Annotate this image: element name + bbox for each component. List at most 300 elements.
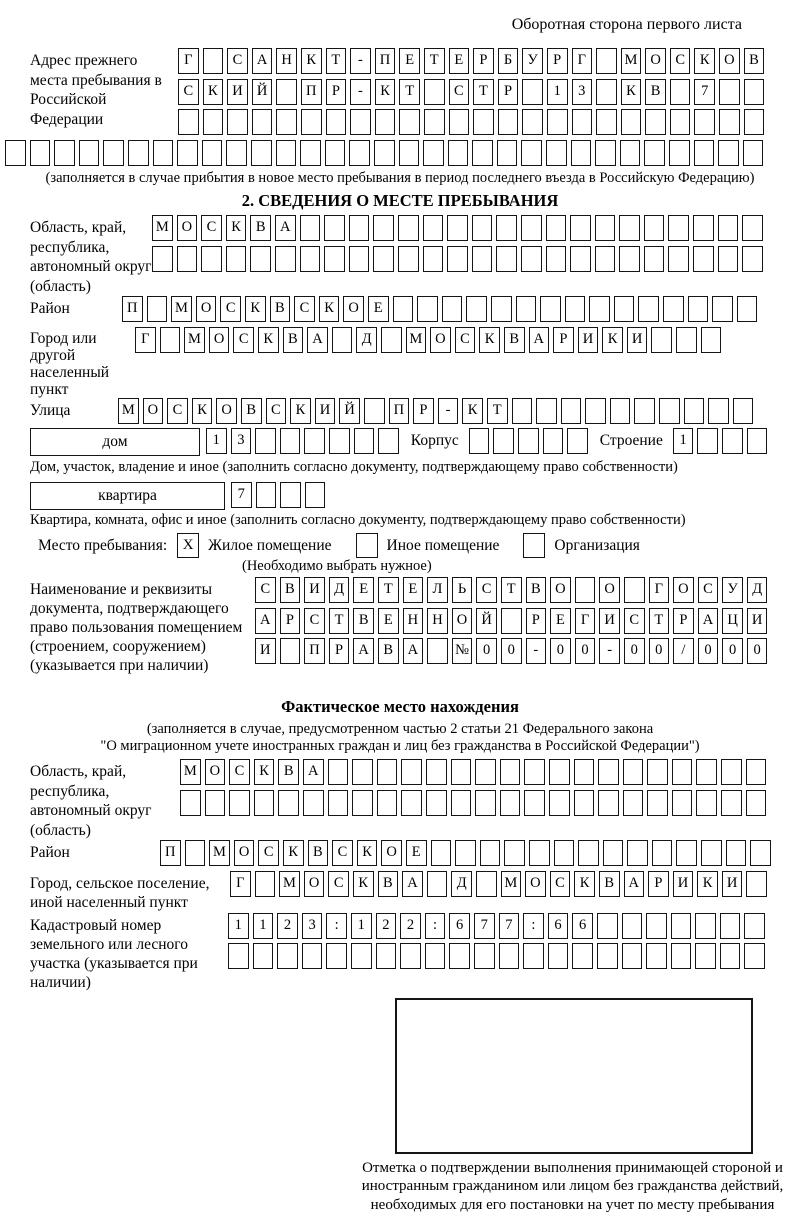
form-cell[interactable]: 1 — [228, 913, 249, 939]
form-cell[interactable] — [512, 398, 533, 424]
form-cell[interactable] — [644, 246, 665, 272]
form-cell[interactable]: Ь — [452, 577, 473, 603]
form-cell[interactable] — [280, 428, 301, 454]
form-cell[interactable] — [597, 943, 618, 969]
form-cell[interactable]: Г — [572, 48, 593, 74]
form-cell[interactable] — [688, 296, 709, 322]
form-cell[interactable] — [627, 840, 648, 866]
form-cell[interactable] — [523, 943, 544, 969]
form-cell[interactable] — [280, 482, 301, 508]
form-cell[interactable] — [598, 790, 619, 816]
form-cell[interactable] — [447, 246, 468, 272]
form-cell[interactable] — [449, 109, 470, 135]
form-cell[interactable]: И — [627, 327, 648, 353]
form-cell[interactable] — [227, 109, 248, 135]
form-cell[interactable] — [378, 428, 399, 454]
form-cell[interactable]: М — [184, 327, 205, 353]
form-cell[interactable] — [668, 215, 689, 241]
form-cell[interactable]: Г — [575, 608, 596, 634]
form-cell[interactable]: У — [522, 48, 543, 74]
form-cell[interactable]: Т — [473, 79, 494, 105]
form-cell[interactable] — [466, 296, 487, 322]
form-cell[interactable]: 6 — [449, 913, 470, 939]
form-cell[interactable] — [721, 759, 742, 785]
form-cell[interactable]: В — [353, 608, 374, 634]
form-cell[interactable] — [480, 840, 501, 866]
form-cell[interactable]: М — [501, 871, 522, 897]
form-cell[interactable]: О — [430, 327, 451, 353]
form-cell[interactable]: Е — [368, 296, 389, 322]
form-cell[interactable]: И — [255, 638, 276, 664]
form-cell[interactable]: В — [278, 759, 299, 785]
form-cell[interactable]: С — [698, 577, 719, 603]
form-cell[interactable] — [185, 840, 206, 866]
form-cell[interactable] — [350, 109, 371, 135]
form-cell[interactable]: С — [332, 840, 353, 866]
form-cell[interactable] — [300, 215, 321, 241]
form-cell[interactable] — [596, 48, 617, 74]
form-cell[interactable] — [300, 246, 321, 272]
form-cell[interactable]: А — [698, 608, 719, 634]
form-cell[interactable] — [521, 140, 542, 166]
form-cell[interactable] — [448, 140, 469, 166]
form-cell[interactable] — [178, 109, 199, 135]
form-cell[interactable]: 0 — [698, 638, 719, 664]
form-cell[interactable]: Г — [135, 327, 156, 353]
form-cell[interactable]: - — [526, 638, 547, 664]
form-cell[interactable] — [554, 840, 575, 866]
form-cell[interactable] — [516, 296, 537, 322]
form-cell[interactable]: С — [233, 327, 254, 353]
form-cell[interactable] — [596, 79, 617, 105]
form-cell[interactable]: В — [504, 327, 525, 353]
form-cell[interactable] — [498, 109, 519, 135]
form-cell[interactable]: Д — [329, 577, 350, 603]
form-cell[interactable] — [500, 790, 521, 816]
form-cell[interactable]: 0 — [649, 638, 670, 664]
form-cell[interactable]: И — [722, 871, 743, 897]
form-cell[interactable]: В — [378, 871, 399, 897]
form-cell[interactable] — [332, 327, 353, 353]
form-cell[interactable]: И — [599, 608, 620, 634]
form-cell[interactable]: : — [425, 913, 446, 939]
form-cell[interactable] — [744, 913, 765, 939]
form-cell[interactable]: О — [719, 48, 740, 74]
form-cell[interactable] — [638, 296, 659, 322]
form-cell[interactable] — [203, 48, 224, 74]
form-cell[interactable] — [473, 109, 494, 135]
form-cell[interactable]: 1 — [351, 913, 372, 939]
form-cell[interactable] — [570, 215, 591, 241]
form-cell[interactable]: М — [621, 48, 642, 74]
form-cell[interactable]: П — [389, 398, 410, 424]
form-cell[interactable]: А — [303, 759, 324, 785]
form-cell[interactable] — [399, 109, 420, 135]
form-cell[interactable]: К — [203, 79, 224, 105]
form-cell[interactable]: П — [122, 296, 143, 322]
form-cell[interactable] — [352, 790, 373, 816]
form-cell[interactable] — [676, 840, 697, 866]
form-cell[interactable] — [644, 215, 665, 241]
form-cell[interactable]: 6 — [548, 913, 569, 939]
form-cell[interactable]: Р — [673, 608, 694, 634]
form-cell[interactable]: 0 — [747, 638, 768, 664]
form-cell[interactable] — [401, 759, 422, 785]
form-cell[interactable]: Б — [498, 48, 519, 74]
form-cell[interactable]: К — [283, 840, 304, 866]
form-cell[interactable] — [543, 428, 564, 454]
form-cell[interactable] — [518, 428, 539, 454]
form-cell[interactable]: К — [319, 296, 340, 322]
form-cell[interactable] — [423, 140, 444, 166]
form-cell[interactable] — [652, 840, 673, 866]
form-cell[interactable]: О — [645, 48, 666, 74]
form-cell[interactable]: А — [403, 638, 424, 664]
form-cell[interactable] — [5, 140, 26, 166]
form-cell[interactable] — [744, 79, 765, 105]
form-cell[interactable]: И — [673, 871, 694, 897]
form-cell[interactable]: К — [694, 48, 715, 74]
form-cell[interactable]: У — [722, 577, 743, 603]
form-cell[interactable] — [596, 109, 617, 135]
form-cell[interactable] — [644, 140, 665, 166]
form-cell[interactable] — [737, 296, 758, 322]
form-cell[interactable] — [646, 943, 667, 969]
form-cell[interactable]: Р — [473, 48, 494, 74]
form-cell[interactable] — [744, 109, 765, 135]
form-cell[interactable] — [147, 296, 168, 322]
form-cell[interactable] — [726, 840, 747, 866]
form-cell[interactable]: 0 — [575, 638, 596, 664]
form-cell[interactable] — [651, 327, 672, 353]
form-cell[interactable]: С — [201, 215, 222, 241]
form-cell[interactable] — [202, 140, 223, 166]
form-cell[interactable] — [203, 109, 224, 135]
form-cell[interactable]: К — [258, 327, 279, 353]
form-cell[interactable] — [177, 246, 198, 272]
form-cell[interactable]: К — [697, 871, 718, 897]
form-cell[interactable]: О — [234, 840, 255, 866]
form-cell[interactable] — [451, 790, 472, 816]
form-cell[interactable]: И — [315, 398, 336, 424]
form-cell[interactable] — [252, 109, 273, 135]
form-cell[interactable] — [746, 759, 767, 785]
form-cell[interactable] — [54, 140, 75, 166]
form-cell[interactable]: С — [304, 608, 325, 634]
form-cell[interactable]: О — [196, 296, 217, 322]
form-cell[interactable] — [574, 790, 595, 816]
form-cell[interactable] — [354, 428, 375, 454]
form-cell[interactable] — [472, 246, 493, 272]
form-cell[interactable] — [567, 428, 588, 454]
form-cell[interactable] — [524, 759, 545, 785]
stay-type-checkbox-other[interactable] — [356, 533, 378, 558]
form-cell[interactable] — [695, 913, 716, 939]
form-cell[interactable] — [744, 943, 765, 969]
form-cell[interactable]: / — [673, 638, 694, 664]
form-cell[interactable] — [399, 140, 420, 166]
form-cell[interactable]: Ц — [722, 608, 743, 634]
form-cell[interactable] — [565, 296, 586, 322]
form-cell[interactable] — [300, 140, 321, 166]
form-cell[interactable]: П — [304, 638, 325, 664]
form-cell[interactable] — [549, 759, 570, 785]
form-cell[interactable] — [364, 398, 385, 424]
form-cell[interactable] — [153, 140, 174, 166]
form-cell[interactable]: П — [160, 840, 181, 866]
form-cell[interactable]: Н — [403, 608, 424, 634]
form-cell[interactable] — [668, 246, 689, 272]
form-cell[interactable]: С — [550, 871, 571, 897]
form-cell[interactable]: О — [599, 577, 620, 603]
form-cell[interactable]: С — [255, 577, 276, 603]
form-cell[interactable] — [398, 246, 419, 272]
form-cell[interactable]: Д — [356, 327, 377, 353]
form-cell[interactable] — [427, 638, 448, 664]
form-cell[interactable]: О — [205, 759, 226, 785]
form-cell[interactable] — [228, 943, 249, 969]
form-cell[interactable]: Р — [648, 871, 669, 897]
form-cell[interactable] — [720, 943, 741, 969]
form-cell[interactable] — [610, 398, 631, 424]
form-cell[interactable]: Е — [449, 48, 470, 74]
form-cell[interactable]: Т — [424, 48, 445, 74]
form-cell[interactable] — [276, 109, 297, 135]
form-cell[interactable] — [472, 215, 493, 241]
form-cell[interactable] — [669, 140, 690, 166]
form-cell[interactable] — [622, 913, 643, 939]
form-cell[interactable]: О — [381, 840, 402, 866]
form-cell[interactable] — [305, 482, 326, 508]
form-cell[interactable]: С — [670, 48, 691, 74]
form-cell[interactable] — [701, 840, 722, 866]
form-cell[interactable] — [447, 215, 468, 241]
form-cell[interactable]: М — [406, 327, 427, 353]
form-cell[interactable] — [256, 482, 277, 508]
form-cell[interactable] — [205, 790, 226, 816]
form-cell[interactable] — [351, 943, 372, 969]
form-cell[interactable] — [572, 109, 593, 135]
form-cell[interactable] — [671, 913, 692, 939]
form-cell[interactable] — [742, 246, 763, 272]
form-cell[interactable] — [427, 871, 448, 897]
form-cell[interactable]: 2 — [376, 913, 397, 939]
form-cell[interactable] — [302, 943, 323, 969]
form-cell[interactable] — [324, 215, 345, 241]
form-cell[interactable] — [663, 296, 684, 322]
form-cell[interactable] — [276, 79, 297, 105]
form-cell[interactable]: В — [250, 215, 271, 241]
form-cell[interactable]: Н — [427, 608, 448, 634]
form-cell[interactable] — [718, 246, 739, 272]
form-cell[interactable] — [226, 246, 247, 272]
form-cell[interactable]: Й — [252, 79, 273, 105]
form-cell[interactable]: В — [526, 577, 547, 603]
form-cell[interactable] — [497, 140, 518, 166]
form-cell[interactable]: С — [449, 79, 470, 105]
form-cell[interactable] — [622, 943, 643, 969]
form-cell[interactable]: К — [357, 840, 378, 866]
form-cell[interactable]: С — [220, 296, 241, 322]
form-cell[interactable] — [546, 215, 567, 241]
form-cell[interactable]: С — [624, 608, 645, 634]
form-cell[interactable] — [325, 140, 346, 166]
form-cell[interactable] — [597, 913, 618, 939]
form-cell[interactable] — [496, 215, 517, 241]
form-cell[interactable] — [373, 246, 394, 272]
form-cell[interactable] — [254, 790, 275, 816]
form-cell[interactable] — [255, 428, 276, 454]
form-cell[interactable] — [750, 840, 771, 866]
form-cell[interactable] — [620, 140, 641, 166]
form-cell[interactable] — [647, 759, 668, 785]
form-cell[interactable] — [326, 109, 347, 135]
form-cell[interactable]: С — [229, 759, 250, 785]
form-cell[interactable] — [424, 109, 445, 135]
form-cell[interactable]: И — [227, 79, 248, 105]
form-cell[interactable] — [280, 638, 301, 664]
form-cell[interactable] — [303, 790, 324, 816]
form-cell[interactable] — [521, 246, 542, 272]
form-cell[interactable] — [634, 398, 655, 424]
stay-type-checkbox-residential[interactable]: X — [177, 533, 199, 558]
form-cell[interactable] — [696, 790, 717, 816]
form-cell[interactable] — [377, 759, 398, 785]
form-cell[interactable]: А — [402, 871, 423, 897]
form-cell[interactable]: 7 — [474, 913, 495, 939]
form-cell[interactable] — [697, 428, 718, 454]
form-cell[interactable]: - — [599, 638, 620, 664]
form-cell[interactable]: Т — [329, 608, 350, 634]
form-cell[interactable] — [719, 109, 740, 135]
form-cell[interactable]: И — [747, 608, 768, 634]
form-cell[interactable]: Й — [339, 398, 360, 424]
form-cell[interactable] — [500, 759, 521, 785]
form-cell[interactable]: К — [574, 871, 595, 897]
form-cell[interactable]: Й — [476, 608, 497, 634]
form-cell[interactable] — [423, 246, 444, 272]
form-cell[interactable]: В — [378, 638, 399, 664]
form-cell[interactable] — [694, 140, 715, 166]
form-cell[interactable] — [349, 246, 370, 272]
form-cell[interactable]: 0 — [476, 638, 497, 664]
form-cell[interactable] — [659, 398, 680, 424]
form-cell[interactable] — [646, 913, 667, 939]
form-cell[interactable] — [670, 79, 691, 105]
form-cell[interactable]: 1 — [253, 913, 274, 939]
form-cell[interactable]: Т — [501, 577, 522, 603]
form-cell[interactable] — [720, 913, 741, 939]
form-cell[interactable] — [504, 840, 525, 866]
form-cell[interactable]: К — [479, 327, 500, 353]
form-cell[interactable] — [472, 140, 493, 166]
form-cell[interactable] — [695, 943, 716, 969]
form-cell[interactable] — [400, 943, 421, 969]
form-cell[interactable] — [585, 398, 606, 424]
form-cell[interactable]: О — [304, 871, 325, 897]
form-cell[interactable]: 2 — [277, 913, 298, 939]
form-cell[interactable]: Е — [378, 608, 399, 634]
form-cell[interactable]: Е — [353, 577, 374, 603]
form-cell[interactable] — [718, 140, 739, 166]
form-cell[interactable] — [442, 296, 463, 322]
form-cell[interactable]: В — [599, 871, 620, 897]
form-cell[interactable]: : — [326, 913, 347, 939]
form-cell[interactable] — [226, 140, 247, 166]
form-cell[interactable] — [547, 109, 568, 135]
form-cell[interactable] — [324, 246, 345, 272]
form-cell[interactable] — [623, 790, 644, 816]
form-cell[interactable]: К — [226, 215, 247, 241]
form-cell[interactable] — [475, 759, 496, 785]
form-cell[interactable] — [376, 943, 397, 969]
form-cell[interactable] — [722, 428, 743, 454]
form-cell[interactable]: П — [375, 48, 396, 74]
form-cell[interactable]: 6 — [572, 913, 593, 939]
form-cell[interactable] — [426, 790, 447, 816]
form-cell[interactable]: Т — [487, 398, 508, 424]
form-cell[interactable] — [742, 215, 763, 241]
form-cell[interactable] — [328, 790, 349, 816]
form-cell[interactable] — [536, 398, 557, 424]
form-cell[interactable] — [572, 943, 593, 969]
form-cell[interactable] — [451, 759, 472, 785]
form-cell[interactable] — [621, 109, 642, 135]
form-cell[interactable] — [696, 759, 717, 785]
form-cell[interactable]: 0 — [501, 638, 522, 664]
form-cell[interactable]: М — [180, 759, 201, 785]
form-cell[interactable] — [160, 327, 181, 353]
form-cell[interactable] — [570, 246, 591, 272]
form-cell[interactable] — [548, 943, 569, 969]
form-cell[interactable] — [595, 246, 616, 272]
form-cell[interactable] — [546, 140, 567, 166]
form-cell[interactable] — [603, 840, 624, 866]
form-cell[interactable]: 2 — [400, 913, 421, 939]
form-cell[interactable] — [595, 215, 616, 241]
form-cell[interactable] — [571, 140, 592, 166]
form-cell[interactable]: Г — [178, 48, 199, 74]
form-cell[interactable] — [645, 109, 666, 135]
form-cell[interactable]: И — [304, 577, 325, 603]
form-cell[interactable]: К — [254, 759, 275, 785]
form-cell[interactable]: П — [301, 79, 322, 105]
form-cell[interactable] — [574, 759, 595, 785]
form-cell[interactable]: 1 — [673, 428, 694, 454]
form-cell[interactable]: О — [177, 215, 198, 241]
form-cell[interactable] — [671, 943, 692, 969]
form-cell[interactable]: В — [308, 840, 329, 866]
form-cell[interactable] — [521, 215, 542, 241]
form-cell[interactable] — [647, 790, 668, 816]
form-cell[interactable] — [426, 759, 447, 785]
form-cell[interactable] — [326, 943, 347, 969]
form-cell[interactable] — [103, 140, 124, 166]
form-cell[interactable] — [393, 296, 414, 322]
form-cell[interactable] — [180, 790, 201, 816]
form-cell[interactable]: Н — [276, 48, 297, 74]
form-cell[interactable]: - — [438, 398, 459, 424]
form-cell[interactable]: С — [258, 840, 279, 866]
form-cell[interactable] — [540, 296, 561, 322]
form-cell[interactable]: Е — [399, 48, 420, 74]
form-cell[interactable]: О — [143, 398, 164, 424]
form-cell[interactable]: Р — [547, 48, 568, 74]
form-cell[interactable] — [733, 398, 754, 424]
form-cell[interactable] — [491, 296, 512, 322]
form-cell[interactable]: К — [602, 327, 623, 353]
form-cell[interactable]: О — [550, 577, 571, 603]
